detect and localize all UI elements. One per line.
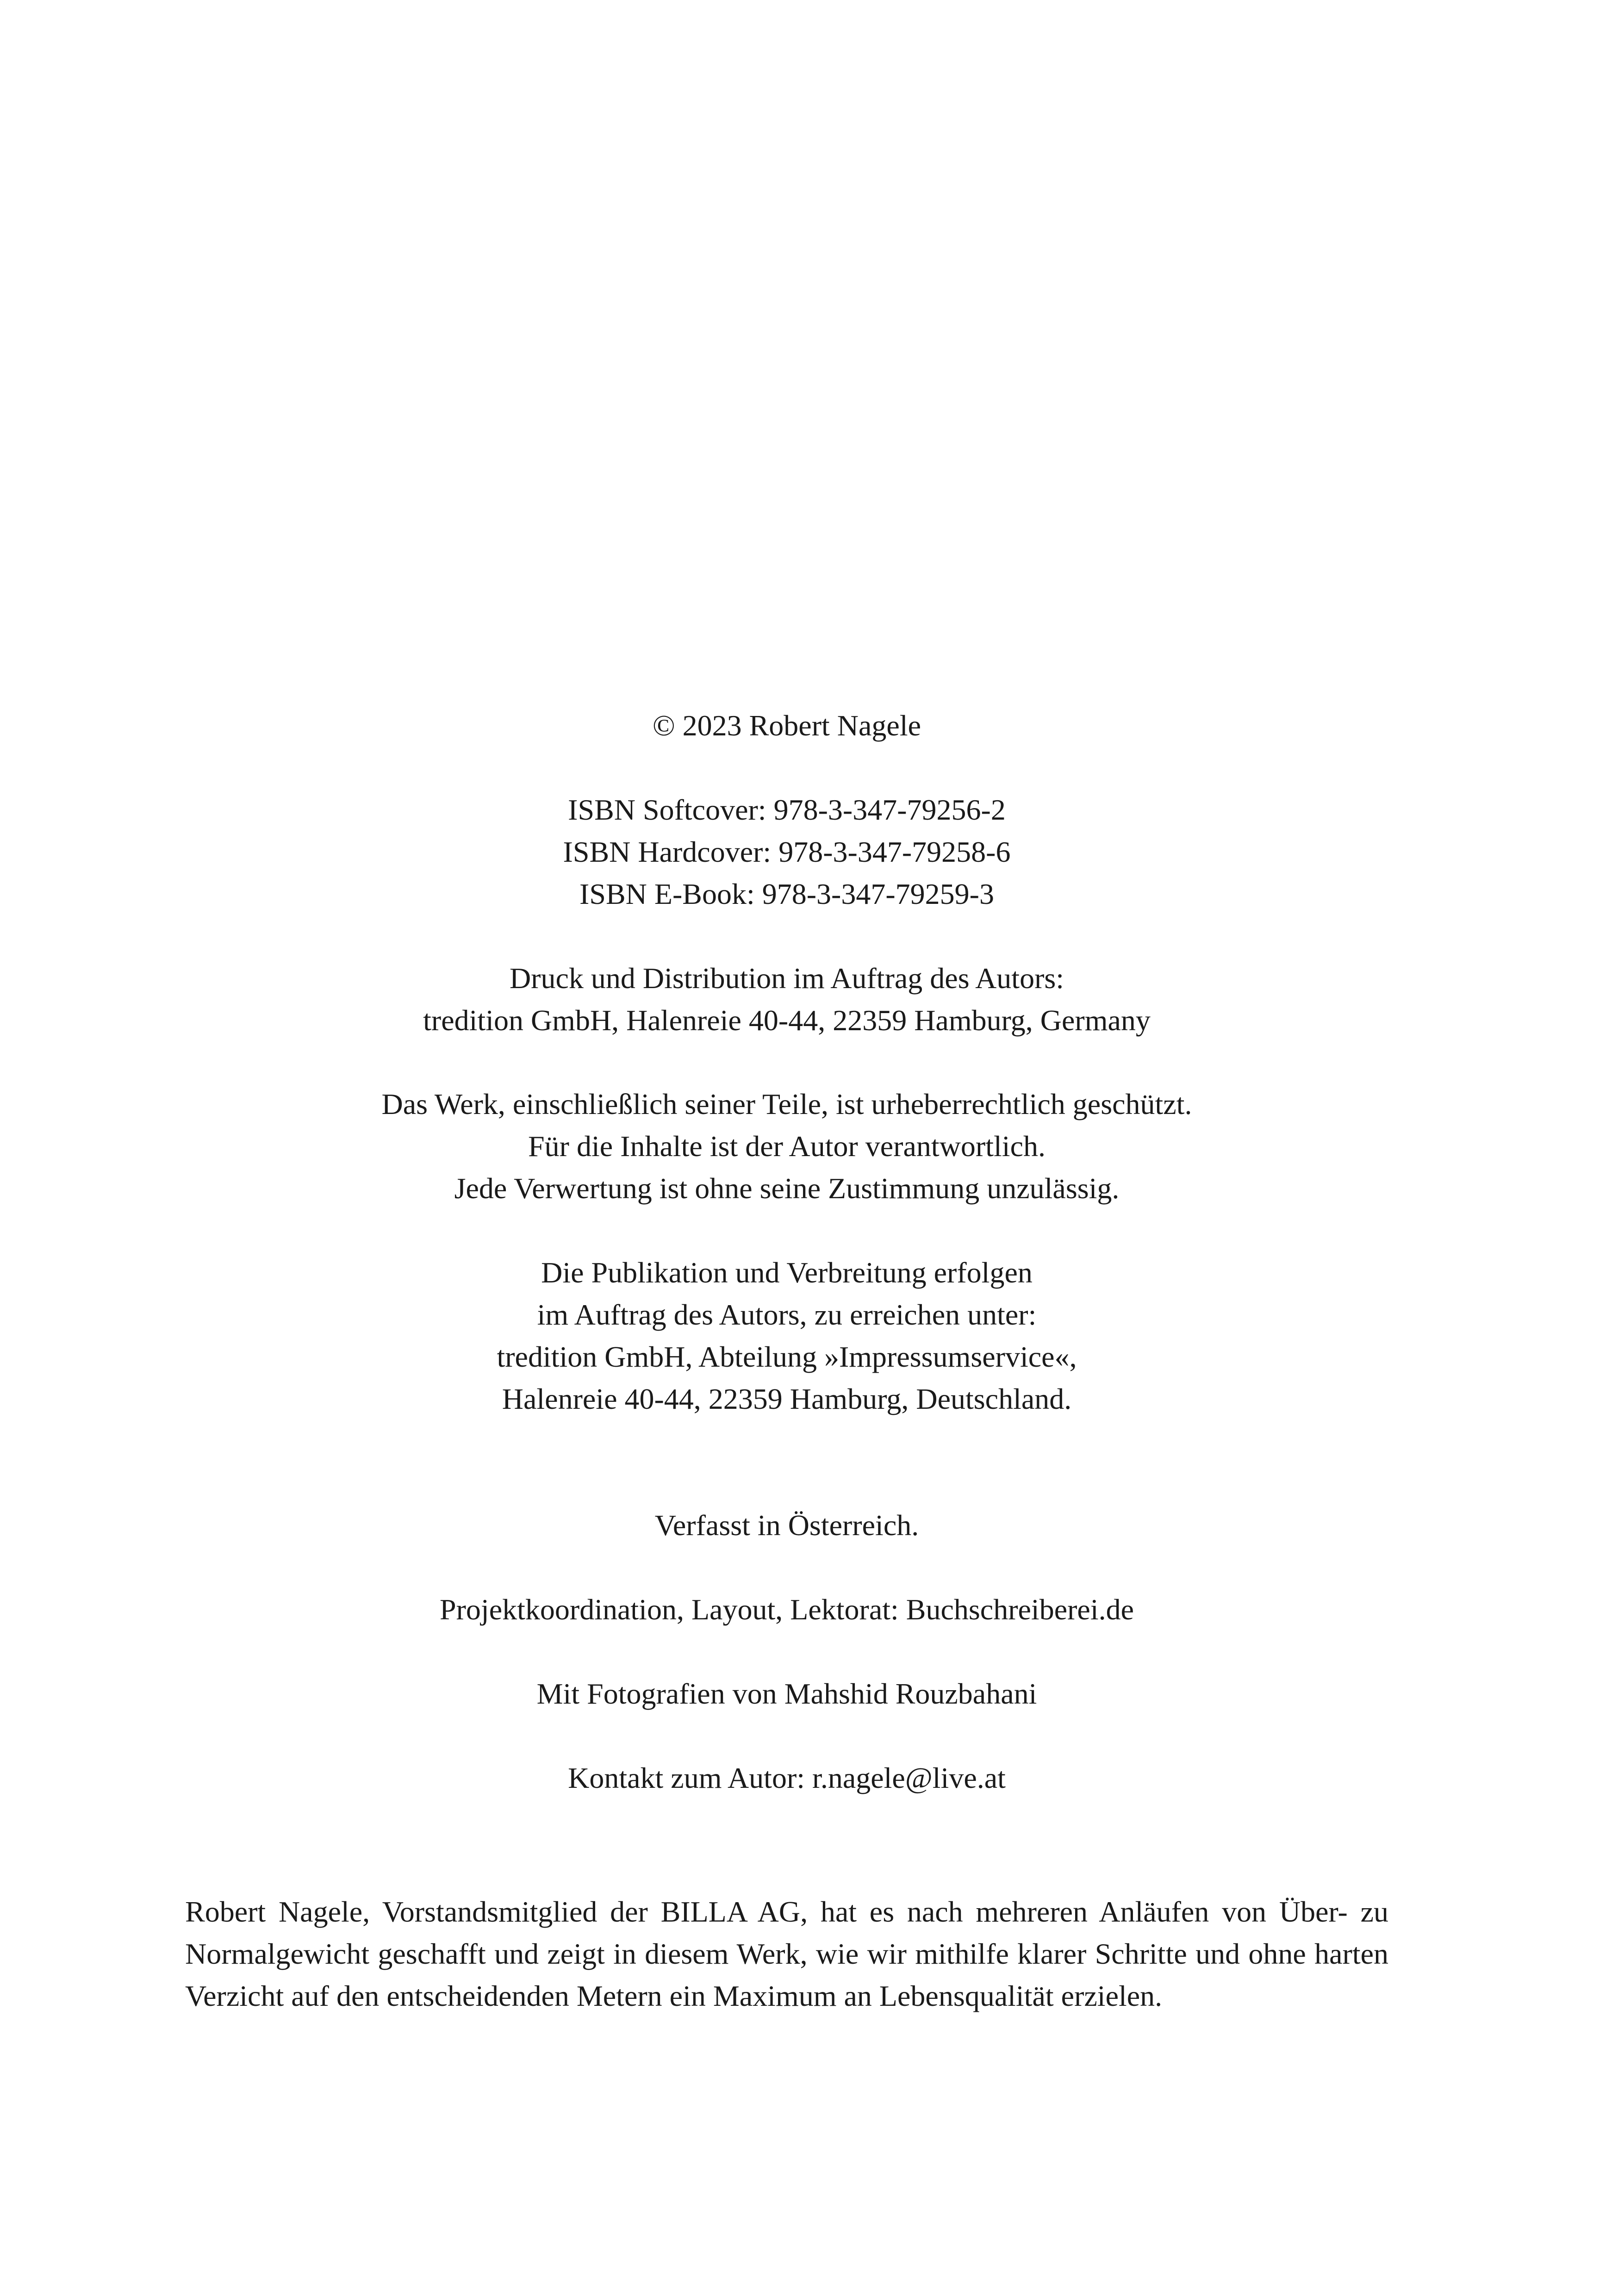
distribution-section — [185, 957, 1388, 1041]
contact-line: Kontakt zum Autor: r.nagele@live.at — [568, 1761, 1006, 1794]
isbn-softcover: ISBN Softcover: 978-3-347-79256-2 — [568, 793, 1006, 826]
author-blurb: Robert Nagele, Vorstandsmitglied der BILLA AG, hat es nach mehreren Anläufen von Über- zu Normalgewicht geschafft und zeigt in diesem Werk, wie wir mithilfe klarer Schritte und ohne harten Verzicht auf den entscheidenden Metern ein Maximum an Lebensqualität erzielen. — [185, 1895, 1388, 2012]
project-line: Projektkoordination, Layout, Lektorat: Buchschreiberei.de — [440, 1593, 1134, 1626]
publication-line-1: Die Publikation und Verbreitung erfolgen — [541, 1256, 1033, 1289]
rights-line-3: Jede Verwertung ist ohne seine Zustimmung unzulässig. — [454, 1172, 1120, 1205]
rights-section — [185, 1083, 1388, 1209]
publication-section — [185, 1251, 1388, 1420]
contact-section — [185, 1757, 1388, 1799]
project-section — [185, 1588, 1388, 1630]
publication-line-4: Halenreie 40-44, 22359 Hamburg, Deutschland. — [502, 1382, 1072, 1415]
distribution-line-2: tredition GmbH, Halenreie 40-44, 22359 Hamburg, Germany — [423, 1004, 1151, 1037]
rights-line-2: Für die Inhalte ist der Autor verantwortlich. — [528, 1130, 1045, 1163]
distribution-line-1: Druck und Distribution im Auftrag des Autors: — [509, 962, 1064, 995]
isbn-ebook: ISBN E-Book: 978-3-347-79259-3 — [579, 877, 994, 910]
photos-line: Mit Fotografien von Mahshid Rouzbahani — [536, 1677, 1037, 1710]
written-in-section — [185, 1504, 1388, 1546]
written-in-line: Verfasst in Österreich. — [654, 1509, 919, 1542]
isbn-section — [185, 789, 1388, 915]
isbn-hardcover: ISBN Hardcover: 978-3-347-79258-6 — [563, 835, 1011, 868]
copyright-line: © 2023 Robert Nagele — [652, 709, 921, 742]
copyright-section — [185, 704, 1388, 747]
publication-line-2: im Auftrag des Autors, zu erreichen unter: — [537, 1298, 1037, 1331]
publication-line-3: tredition GmbH, Abteilung »Impressumservice«, — [497, 1340, 1077, 1373]
rights-line-1: Das Werk, einschließlich seiner Teile, ist urheberrechtlich geschützt. — [381, 1088, 1192, 1120]
photos-section — [185, 1673, 1388, 1715]
